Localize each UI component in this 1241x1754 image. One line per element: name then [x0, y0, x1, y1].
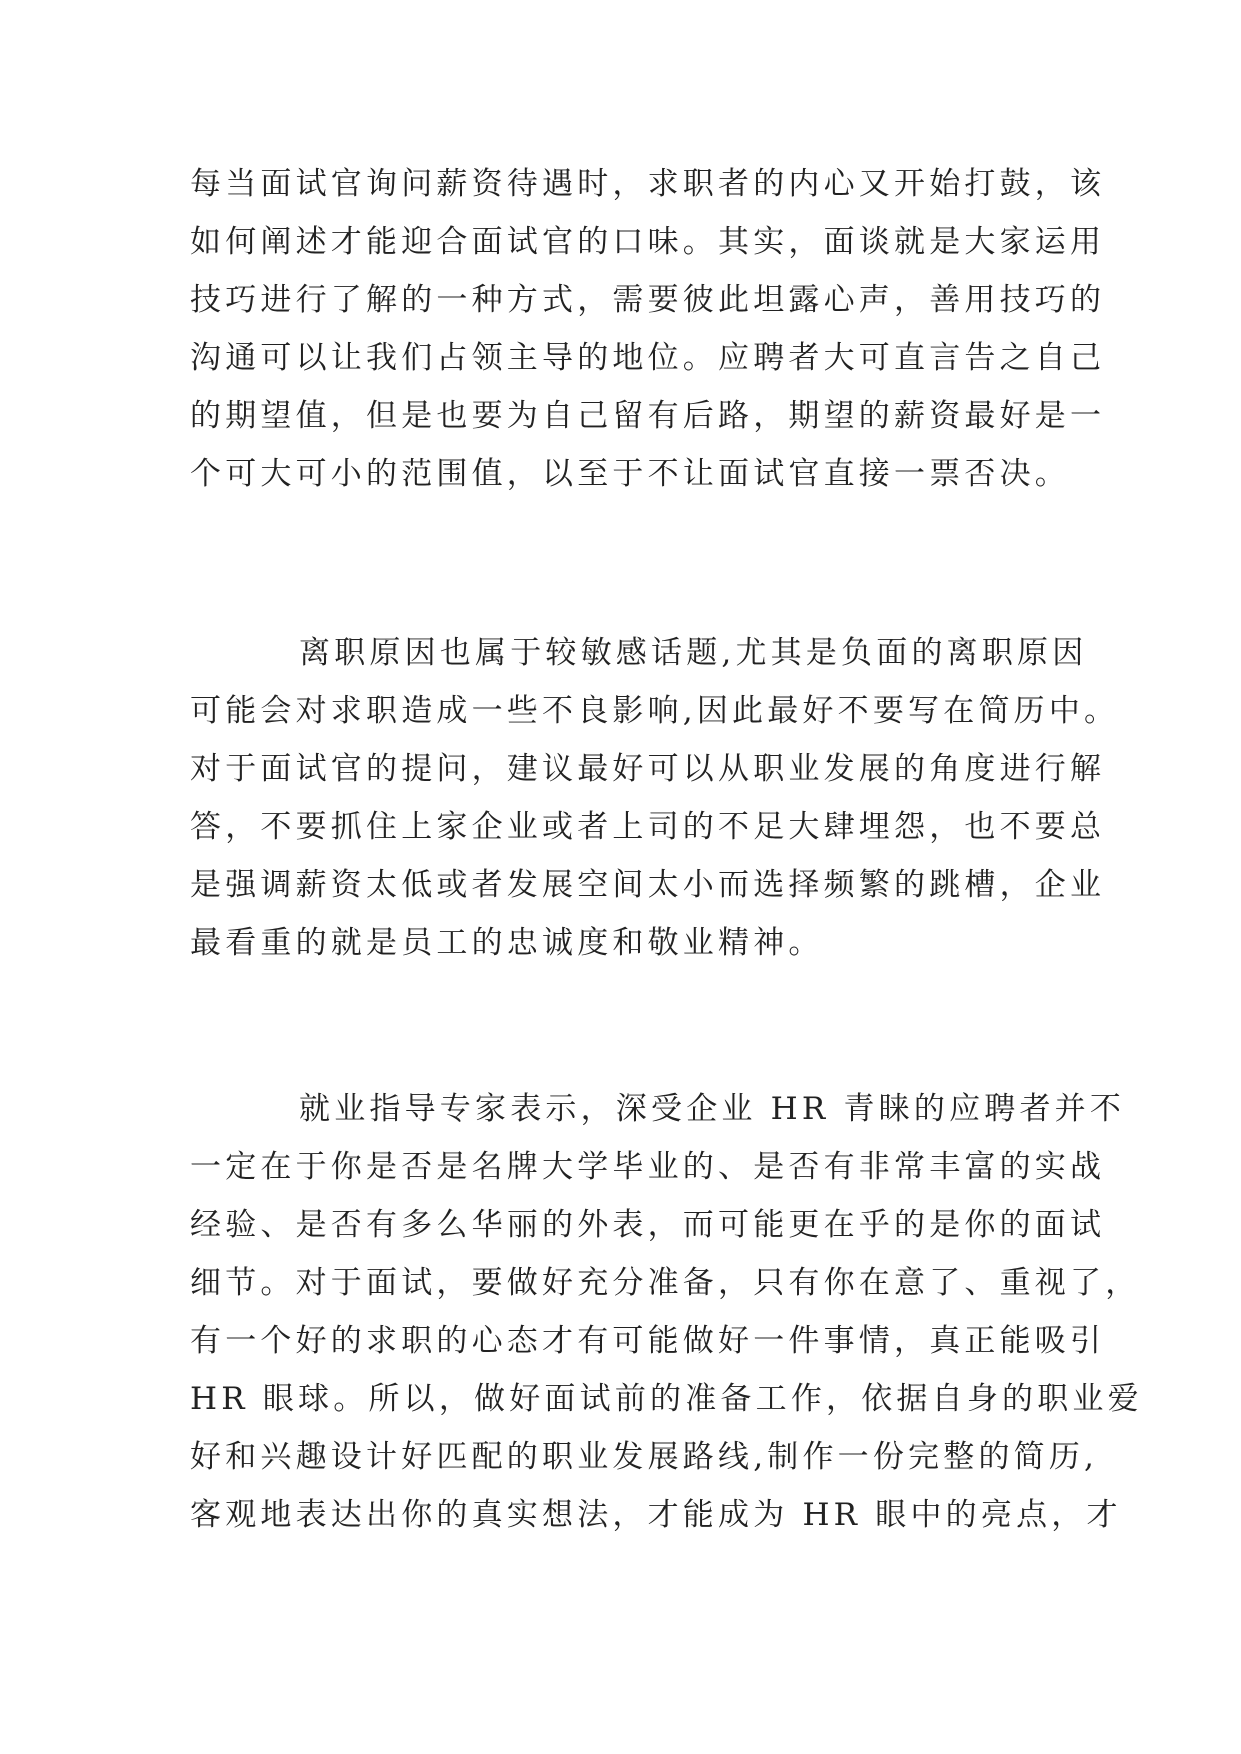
text-line: HR 眼球。所以，做好面试前的准备工作，依据自身的职业爱 [190, 1381, 1143, 1417]
text-line: 个可大可小的范围值，以至于不让面试官直接一票否决。 [190, 456, 1070, 492]
text-line: 是强调薪资太低或者发展空间太小而选择频繁的跳槽，企业 [190, 867, 1106, 903]
text-line: 如何阐述才能迎合面试官的口味。其实，面谈就是大家运用 [190, 224, 1106, 260]
text-line: 技巧进行了解的一种方式，需要彼此坦露心声，善用技巧的 [190, 282, 1106, 318]
text-line: 离职原因也属于较敏感话题,尤其是负面的离职原因 [299, 635, 1088, 671]
text-line: 对于面试官的提问，建议最好可以从职业发展的角度进行解 [190, 751, 1106, 787]
text-line: 答，不要抓住上家企业或者上司的不足大肆埋怨，也不要总 [190, 809, 1106, 845]
text-line: 一定在于你是否是名牌大学毕业的、是否有非常丰富的实战 [190, 1149, 1106, 1185]
paragraph-salary-expectation [190, 155, 1106, 503]
text-line: 客观地表达出你的真实想法，才能成为 HR 眼中的亮点，才 [190, 1497, 1122, 1533]
text-line: 可能会对求职造成一些不良影响,因此最好不要写在简历中。 [190, 693, 1120, 729]
text-line: 好和兴趣设计好匹配的职业发展路线,制作一份完整的简历, [190, 1439, 1099, 1475]
paragraph-expert-advice [190, 1080, 1143, 1544]
text-line: 每当面试官询问薪资待遇时，求职者的内心又开始打鼓，该 [190, 166, 1106, 202]
text-line: 经验、是否有多么华丽的外表，而可能更在乎的是你的面试 [190, 1207, 1106, 1243]
paragraph-leaving-reason [190, 624, 1120, 972]
text-line: 沟通可以让我们占领主导的地位。应聘者大可直言告之自己 [190, 340, 1106, 376]
text-line: 的期望值，但是也要为自己留有后路，期望的薪资最好是一 [190, 398, 1106, 434]
text-line: 就业指导专家表示，深受企业 HR 青睐的应聘者并不 [299, 1091, 1126, 1127]
text-line: 有一个好的求职的心态才有可能做好一件事情，真正能吸引 [190, 1323, 1106, 1359]
text-line: 最看重的就是员工的忠诚度和敬业精神。 [190, 925, 824, 961]
text-line: 细节。对于面试，要做好充分准备，只有你在意了、重视了， [190, 1265, 1141, 1301]
